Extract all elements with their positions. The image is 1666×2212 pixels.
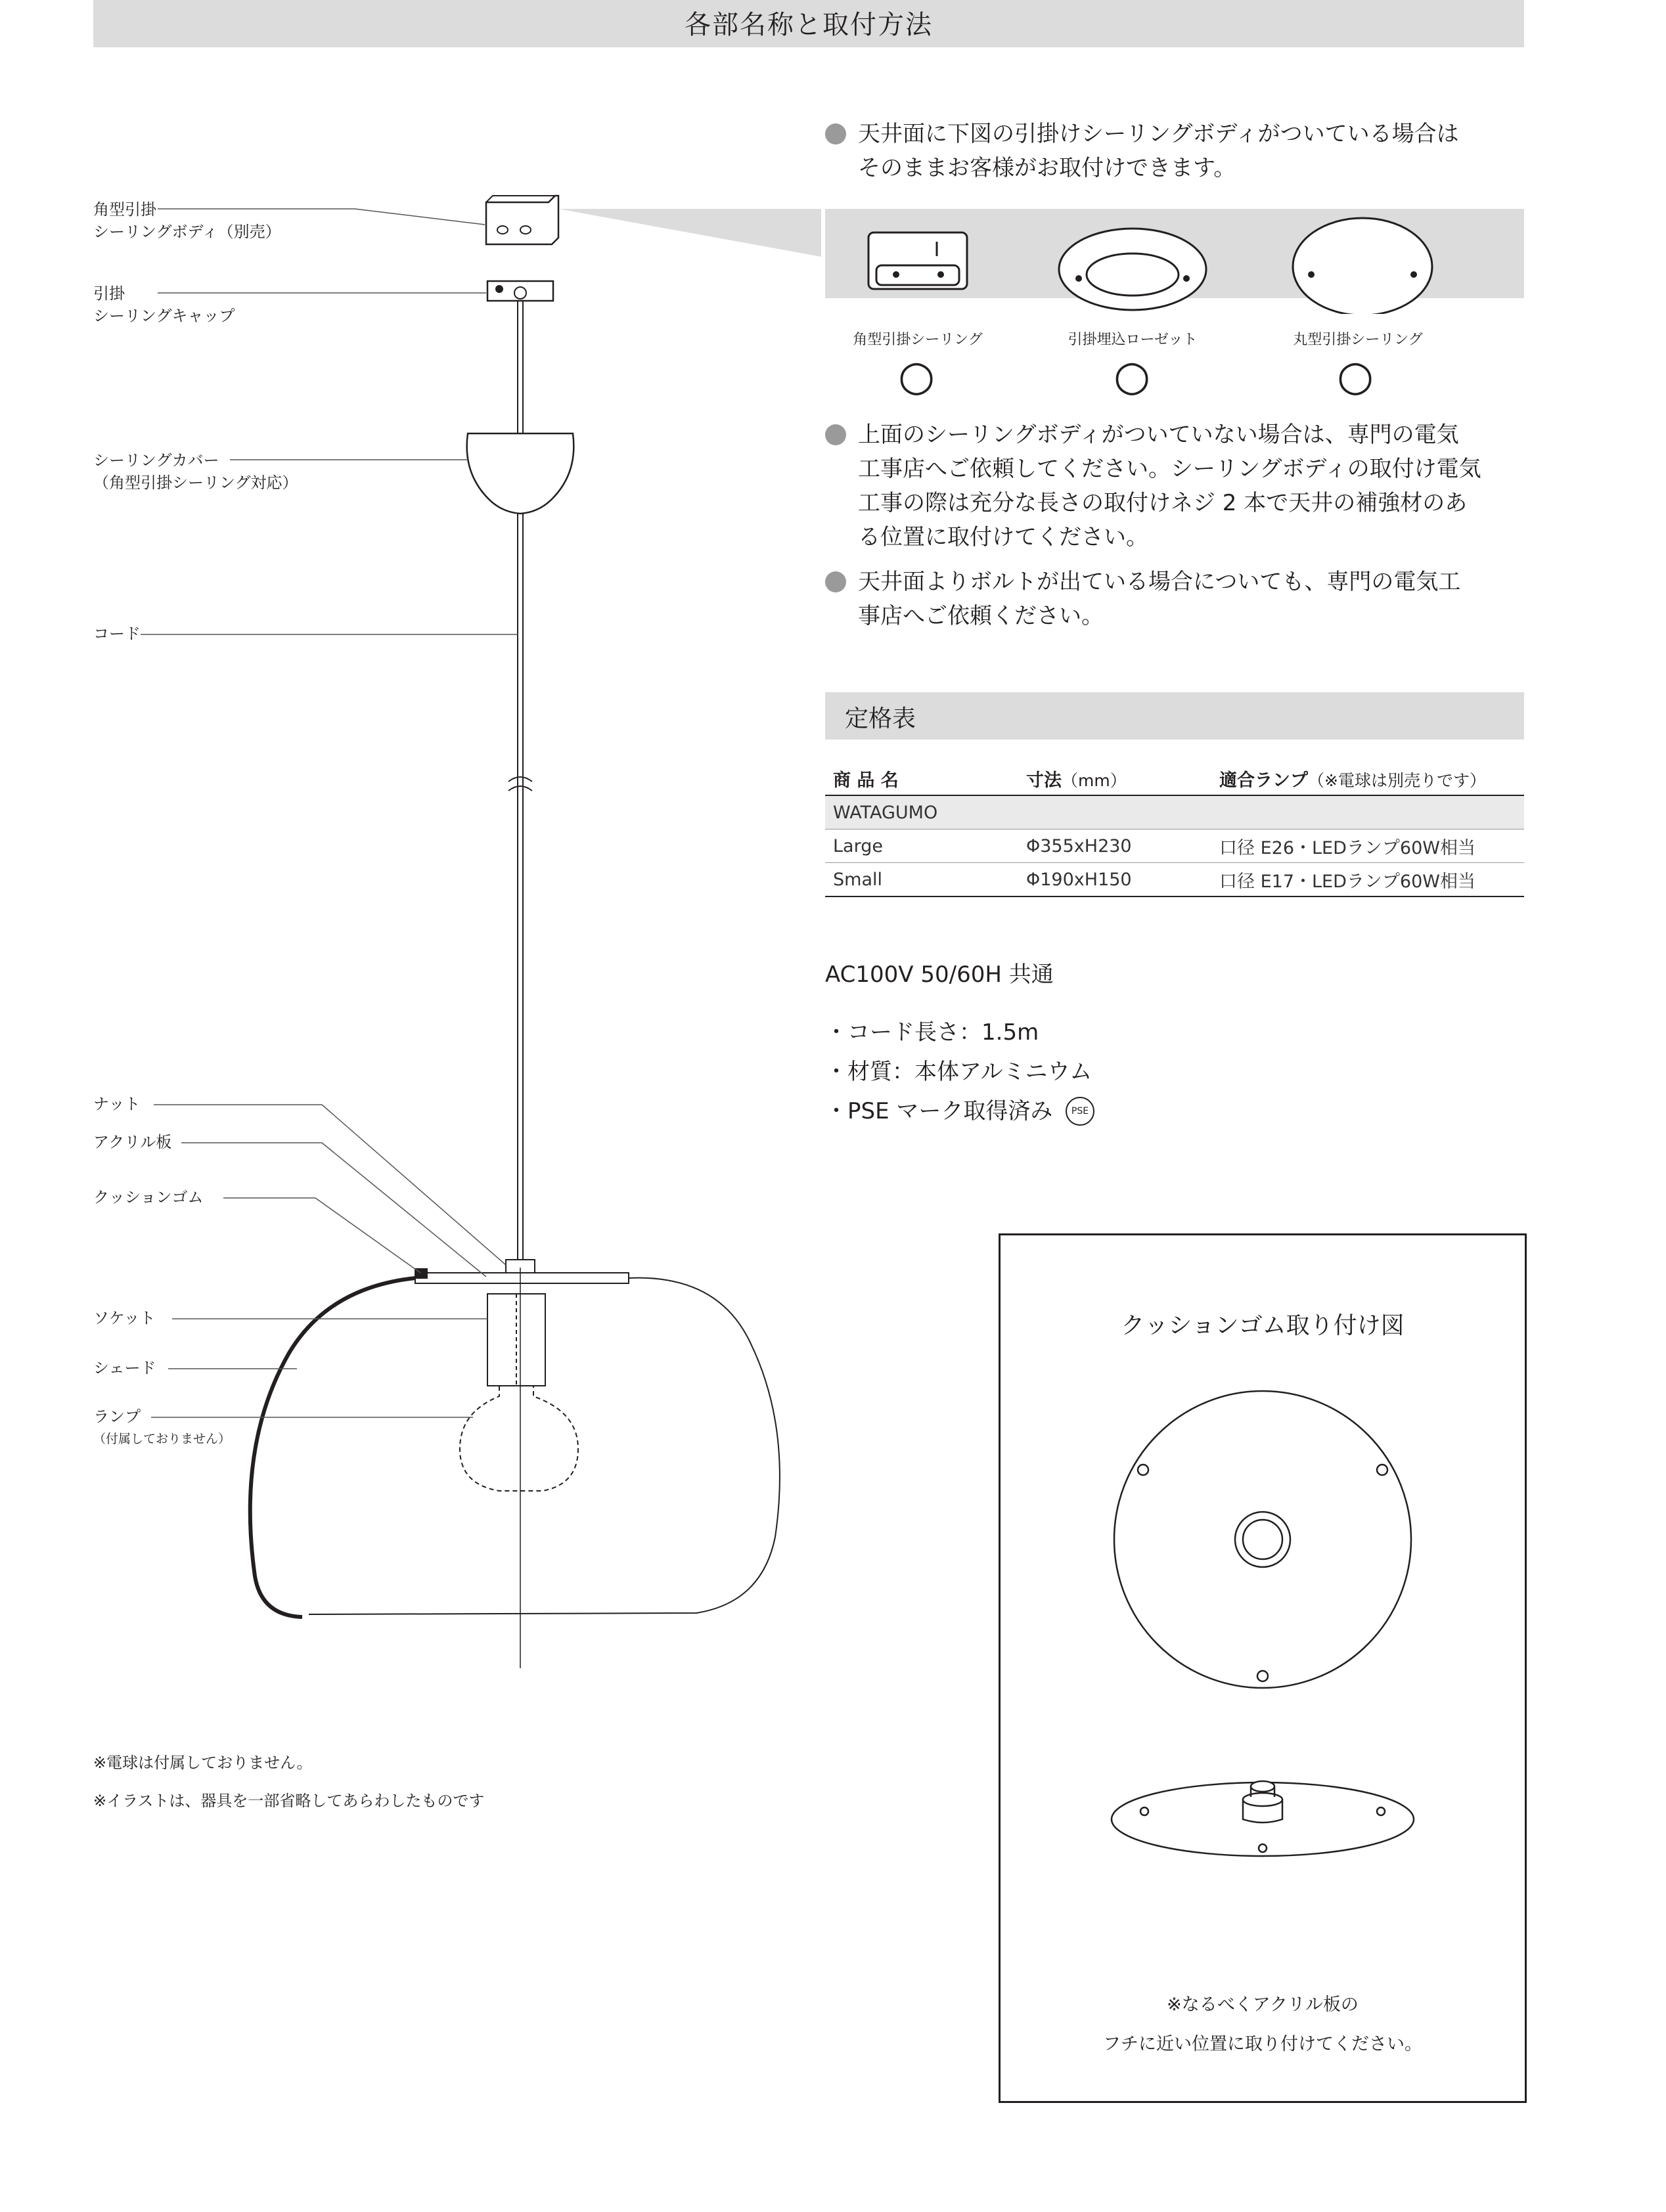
cushion-note-2: フチに近い位置に取り付けてください。 xyxy=(1103,2034,1422,2054)
cushion-install-title: クッションゴム取り付け図 xyxy=(1121,1312,1405,1339)
instruction-1: 天井面に下図の引掛けシーリングボディがついている場合は そのままお客様がお取付けできます。 xyxy=(825,117,1528,185)
pendant-diagram xyxy=(0,0,821,1708)
label-ceiling-body: 角型引掛 シーリングボディ（別売） xyxy=(93,200,281,241)
label-lamp: ランプ （付属しておりません） xyxy=(93,1407,231,1446)
power-spec: AC100V 50/60H 共通 xyxy=(825,962,1054,988)
label-socket: ソケット xyxy=(93,1309,156,1327)
pse-mark-icon: PSE xyxy=(1066,1097,1094,1126)
page-title: 各部名称と取付方法 xyxy=(685,10,933,40)
bullet-dot xyxy=(825,424,846,445)
table-row: Large Φ355xH230 口径 E26・LEDランプ60W相当 xyxy=(825,830,1524,863)
ceiling-type-label-1: 角型引掛シーリング xyxy=(853,332,983,348)
table-row: WATAGUMO xyxy=(825,795,1524,830)
ok-mark-3: ○ xyxy=(1337,352,1374,401)
label-ceiling-cap: 引掛 シーリングキャップ xyxy=(93,284,235,325)
bullet-dot xyxy=(825,571,846,592)
ceiling-type-label-2: 引掛埋込ローゼット xyxy=(1068,332,1198,348)
instruction-2: 上面のシーリングボディがついていない場合は、専門の電気 工事店へご依頼してください。シーリングボディの取付け電気 工事の際は充分な長さの取付けネジ 2 本で天井の補強材のあ る位置に取付けてください。 xyxy=(825,418,1528,554)
label-cord: コード xyxy=(93,625,141,643)
spec-bullet-material: ・材質：本体アルミニウム xyxy=(825,1059,1092,1085)
header-size: 寸法（mm） xyxy=(1018,762,1211,795)
label-ceiling-cover: シーリングカバー （角型引掛シーリング対応） xyxy=(93,451,298,492)
table-row: Small Φ190xH150 口径 E17・LEDランプ60W相当 xyxy=(825,863,1524,897)
note-illustration: ※イラストは、器具を一部省略してあらわしたものです xyxy=(93,1792,485,1810)
cushion-diagram xyxy=(999,1366,1527,1891)
header-name: 商 品 名 xyxy=(825,762,1018,795)
spec-bullet-cord: ・コード長さ：1.5m xyxy=(825,1019,1039,1046)
ceiling-type-label-3: 丸型引掛シーリング xyxy=(1293,332,1423,348)
note-bulb: ※電球は付属しておりません。 xyxy=(93,1754,313,1772)
label-nut: ナット xyxy=(93,1095,141,1113)
ok-mark-2: ○ xyxy=(1114,352,1150,401)
label-acrylic-plate: アクリル板 xyxy=(93,1133,172,1151)
label-cushion-rubber: クッションゴム xyxy=(93,1188,204,1206)
ok-mark-1: ○ xyxy=(898,352,935,401)
spec-table xyxy=(825,762,1524,897)
spec-title: 定格表 xyxy=(845,705,916,732)
cushion-note-1: ※なるべくアクリル板の xyxy=(1167,1995,1359,2015)
bullet-dot xyxy=(825,123,846,144)
instruction-3: 天井面よりボルトが出ている場合についても、専門の電気工 事店へご依頼ください。 xyxy=(825,565,1528,633)
ceiling-types-icons xyxy=(825,209,1524,314)
label-shade: シェード xyxy=(93,1359,156,1377)
spec-title-bar xyxy=(825,692,1524,740)
spec-bullet-pse: ・PSE マーク取得済み xyxy=(825,1098,1053,1124)
header-lamp: 適合ランプ（※電球は別売りです） xyxy=(1211,762,1524,795)
